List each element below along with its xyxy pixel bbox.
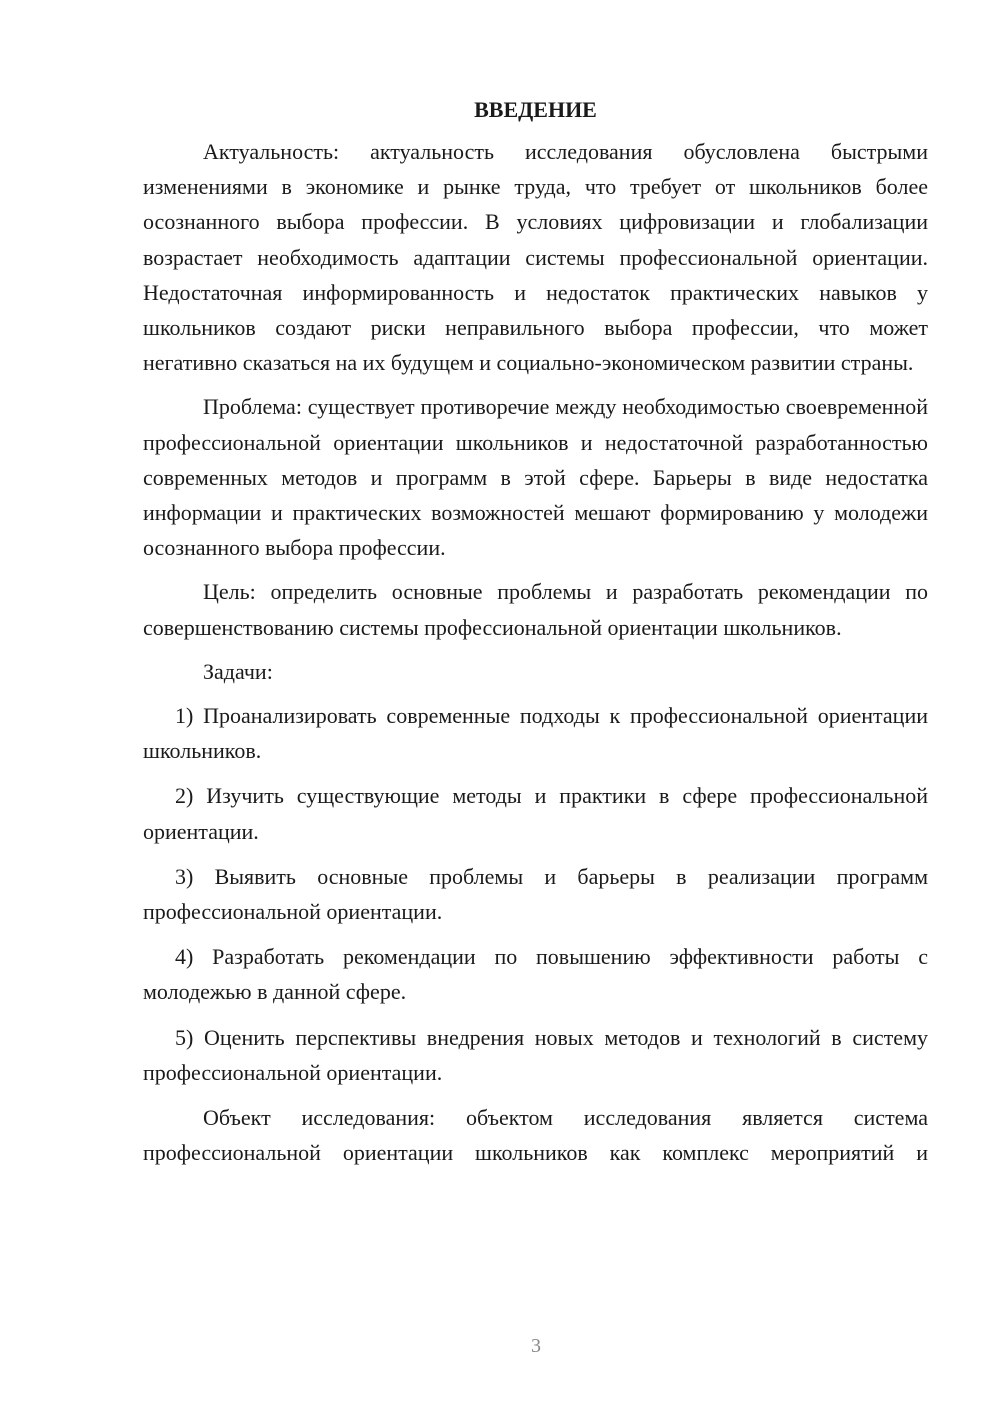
page-number: 3 [531,1335,541,1357]
goal-paragraph: Цель: определить основные проблемы и разработать рекомендации по совершенствованию системы профессиональной ориентации школьников. [143,579,928,640]
section-heading: ВВЕДЕНИЕ [474,97,597,122]
relevance-paragraph: Актуальность: актуальность исследования обусловлена быстрыми изменениями в экономике и рынке труда, что требует от школьников более осознанного выбора профессии. В условиях цифровизации и глобализации возрастает необходимость адаптации системы профессиональной ориентации. Недостаточная информированность и недостаток практических навыков у школьников создают риски неправильного выбора профессии, что может негативно сказаться на их будущем и социально-экономическом развитии страны. [143,139,928,376]
task-item-4: 4) Разработать рекомендации по повышению эффективности работы с молодежью в данной сфере. [143,944,928,1005]
tasks-label: Задачи: [203,658,273,684]
page-content [143,94,928,1179]
task-item-5: 5) Оценить перспективы внедрения новых методов и технологий в систему профессиональной ориентации. [143,1024,928,1085]
problem-paragraph: Проблема: существует противоречие между необходимостью своевременной профессиональной ориентации школьников и недостаточной разработанностью современных методов и программ в этой сфере. Барьеры в виде недостатка информации и практических возможностей мешают формированию у молодежи осознанного выбора профессии. [143,394,928,561]
task-item-3: 3) Выявить основные проблемы и барьеры в реализации программ профессиональной ориентации. [143,863,928,925]
task-item-1: 1) Проанализировать современные подходы к профессиональной ориентации школьников. [143,703,928,764]
object-paragraph: Объект исследования: объектом исследования является система профессиональной ориентации школьников как комплекс мероприятий и [143,1105,928,1166]
task-item-2: 2) Изучить существующие методы и практики в сфере профессиональной ориентации. [143,783,928,844]
